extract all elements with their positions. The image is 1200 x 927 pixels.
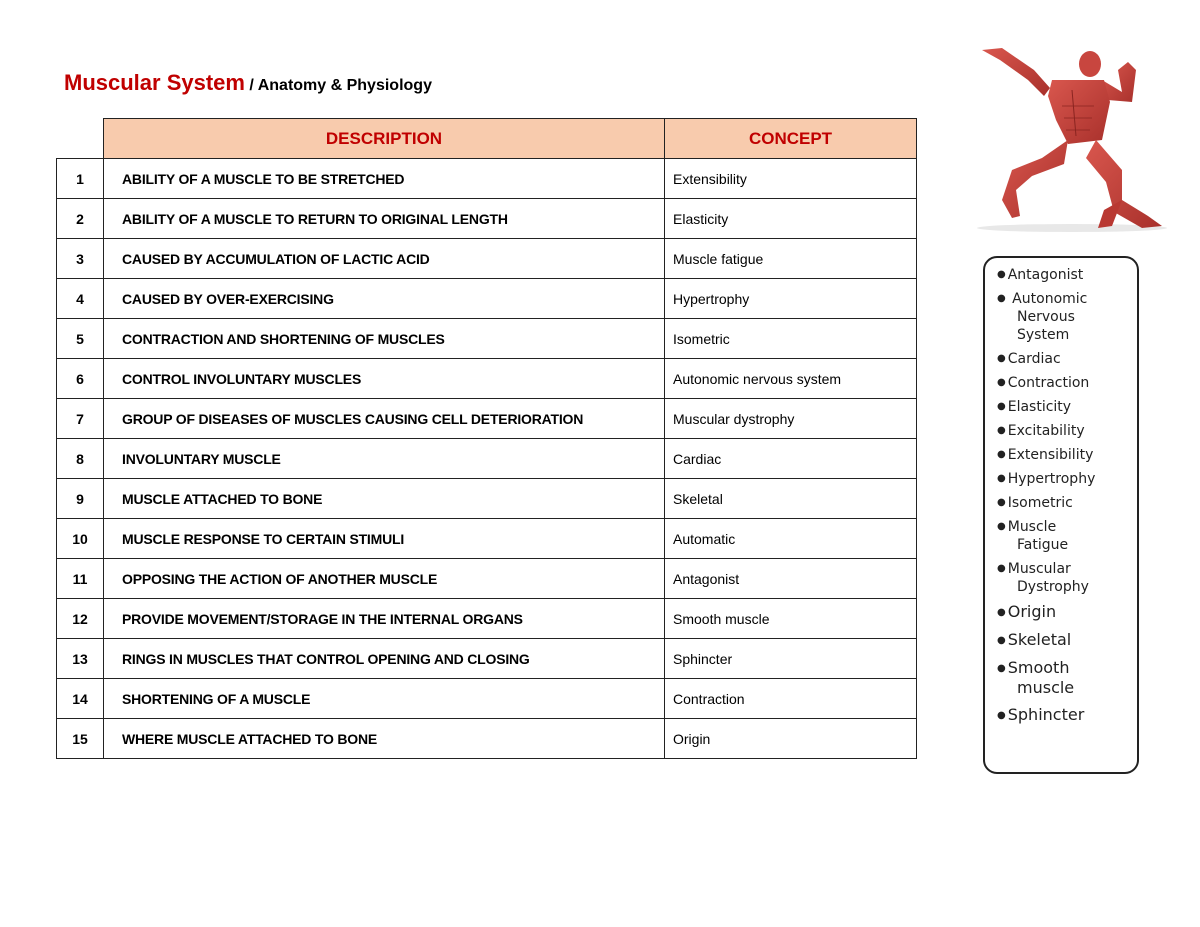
bullet-icon: ● — [997, 663, 1006, 674]
row-description: RINGS IN MUSCLES THAT CONTROL OPENING AND CLOSING — [104, 639, 665, 679]
row-description: WHERE MUSCLE ATTACHED TO BONE — [104, 719, 665, 759]
title-main: Muscular System — [64, 70, 245, 95]
row-description: INVOLUNTARY MUSCLE — [104, 439, 665, 479]
row-description: CAUSED BY OVER-EXERCISING — [104, 279, 665, 319]
muscle-anatomy-figure — [972, 40, 1172, 232]
row-number: 12 — [57, 599, 104, 639]
row-concept: Sphincter — [665, 639, 917, 679]
table-row — [57, 519, 917, 559]
table-row — [57, 239, 917, 279]
bullet-icon: ● — [997, 353, 1006, 364]
table-row — [57, 159, 917, 199]
table-row — [57, 599, 917, 639]
row-number: 4 — [57, 279, 104, 319]
word-bank-item — [997, 602, 1131, 622]
column-header-description: DESCRIPTION — [104, 119, 665, 159]
word-bank-term: Muscular — [1007, 561, 1071, 577]
row-concept: Autonomic nervous system — [665, 359, 917, 399]
row-description: GROUP OF DISEASES OF MUSCLES CAUSING CELL DETERIORATION — [104, 399, 665, 439]
word-bank-item — [997, 266, 1131, 284]
word-bank-term: Origin — [1007, 602, 1057, 621]
word-bank-item — [997, 518, 1131, 554]
terms-table — [56, 118, 917, 759]
word-bank-term-line2: muscle — [1017, 678, 1075, 697]
row-number: 7 — [57, 399, 104, 439]
bullet-icon: ● — [997, 710, 1006, 721]
row-number: 5 — [57, 319, 104, 359]
word-bank-term-line2: Fatigue — [1017, 537, 1069, 553]
bullet-icon: ● — [997, 269, 1006, 280]
row-number: 15 — [57, 719, 104, 759]
word-bank-item — [997, 446, 1131, 464]
row-number: 3 — [57, 239, 104, 279]
word-bank-term-line2: Dystrophy — [1017, 579, 1089, 595]
table-header-row — [57, 119, 917, 159]
title-subtitle: / Anatomy & Physiology — [244, 77, 432, 94]
header-blank-cell — [57, 119, 104, 159]
word-bank-term: Hypertrophy — [1007, 471, 1096, 487]
bullet-icon: ● — [997, 449, 1006, 460]
row-concept: Origin — [665, 719, 917, 759]
table-row — [57, 359, 917, 399]
table-body — [57, 159, 917, 759]
row-concept: Antagonist — [665, 559, 917, 599]
word-bank-term: Sphincter — [1007, 705, 1085, 724]
bullet-icon: ● — [997, 635, 1006, 646]
word-bank-item — [997, 658, 1131, 697]
word-bank-term: Elasticity — [1007, 399, 1072, 415]
row-concept: Muscle fatigue — [665, 239, 917, 279]
word-bank-term: Contraction — [1007, 375, 1090, 391]
row-description: ABILITY OF A MUSCLE TO RETURN TO ORIGINAL LENGTH — [104, 199, 665, 239]
table-row — [57, 399, 917, 439]
row-concept: Hypertrophy — [665, 279, 917, 319]
word-bank-item — [997, 494, 1131, 512]
row-concept: Extensibility — [665, 159, 917, 199]
bullet-icon: ● — [997, 497, 1006, 508]
row-description: ABILITY OF A MUSCLE TO BE STRETCHED — [104, 159, 665, 199]
word-bank-box — [983, 256, 1139, 774]
bullet-icon: ● — [997, 377, 1006, 388]
row-number: 6 — [57, 359, 104, 399]
word-bank-item — [997, 398, 1131, 416]
row-description: MUSCLE ATTACHED TO BONE — [104, 479, 665, 519]
word-bank-term: Extensibility — [1007, 447, 1094, 463]
table-row — [57, 279, 917, 319]
column-header-concept: CONCEPT — [665, 119, 917, 159]
word-bank-item — [997, 422, 1131, 440]
row-description: OPPOSING THE ACTION OF ANOTHER MUSCLE — [104, 559, 665, 599]
row-concept: Contraction — [665, 679, 917, 719]
table-row — [57, 559, 917, 599]
bullet-icon: ● — [997, 425, 1006, 436]
word-bank-term: Skeletal — [1007, 630, 1072, 649]
word-bank-term: Autonomic — [1007, 291, 1088, 307]
word-bank-item — [997, 705, 1131, 725]
word-bank-term: Cardiac — [1007, 351, 1061, 367]
word-bank-item — [997, 560, 1131, 596]
word-bank-item — [997, 630, 1131, 650]
table-row — [57, 199, 917, 239]
row-description: CAUSED BY ACCUMULATION OF LACTIC ACID — [104, 239, 665, 279]
row-number: 8 — [57, 439, 104, 479]
word-bank-item — [997, 470, 1131, 488]
row-description: CONTRACTION AND SHORTENING OF MUSCLES — [104, 319, 665, 359]
row-concept: Elasticity — [665, 199, 917, 239]
row-description: PROVIDE MOVEMENT/STORAGE IN THE INTERNAL ORGANS — [104, 599, 665, 639]
row-number: 1 — [57, 159, 104, 199]
row-number: 2 — [57, 199, 104, 239]
word-bank-item — [997, 350, 1131, 368]
row-description: CONTROL INVOLUNTARY MUSCLES — [104, 359, 665, 399]
word-bank-term: Isometric — [1007, 495, 1073, 511]
row-concept: Isometric — [665, 319, 917, 359]
row-number: 9 — [57, 479, 104, 519]
table-row — [57, 679, 917, 719]
bullet-icon: ● — [997, 607, 1006, 618]
table-row — [57, 439, 917, 479]
row-number: 10 — [57, 519, 104, 559]
table-row — [57, 319, 917, 359]
table-row — [57, 479, 917, 519]
table-row — [57, 639, 917, 679]
bullet-icon: ● — [997, 473, 1006, 484]
row-description: SHORTENING OF A MUSCLE — [104, 679, 665, 719]
bullet-icon: ● — [997, 293, 1006, 304]
row-concept: Automatic — [665, 519, 917, 559]
word-bank-term: Excitability — [1007, 423, 1085, 439]
row-description: MUSCLE RESPONSE TO CERTAIN STIMULI — [104, 519, 665, 559]
row-number: 14 — [57, 679, 104, 719]
word-bank-term: Antagonist — [1007, 267, 1084, 283]
row-number: 13 — [57, 639, 104, 679]
bullet-icon: ● — [997, 563, 1006, 574]
row-concept: Smooth muscle — [665, 599, 917, 639]
bullet-icon: ● — [997, 401, 1006, 412]
row-concept: Cardiac — [665, 439, 917, 479]
bullet-icon: ● — [997, 521, 1006, 532]
page-title — [64, 70, 432, 96]
word-bank-term: Smooth — [1007, 658, 1070, 677]
word-bank-term-line2: Nervous System — [1017, 309, 1075, 343]
word-bank-term: Muscle — [1007, 519, 1057, 535]
table-row — [57, 719, 917, 759]
row-concept: Skeletal — [665, 479, 917, 519]
word-bank-item — [997, 374, 1131, 392]
row-concept: Muscular dystrophy — [665, 399, 917, 439]
word-bank-item — [997, 290, 1131, 344]
row-number: 11 — [57, 559, 104, 599]
